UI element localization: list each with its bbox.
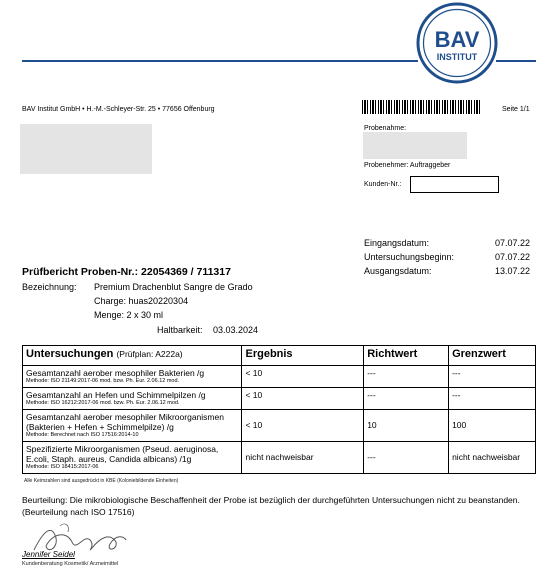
header-richtwert: Richtwert: [364, 346, 449, 366]
charge: Charge: huas20220304: [94, 296, 189, 306]
report-title: Prüfbericht Proben-Nr.: 22054369 / 711317: [22, 266, 231, 278]
header-untersuchungen: [23, 346, 242, 366]
date-label-0: Eingangsdatum:: [364, 238, 430, 248]
row-grenzwert: nicht nachweisbar: [449, 442, 536, 474]
redacted-probenahme: [363, 132, 467, 159]
bav-logo: [416, 2, 498, 84]
row-grenzwert: ---: [449, 388, 536, 410]
row-richtwert: ---: [364, 366, 449, 388]
row-richtwert: ---: [364, 442, 449, 474]
table-row: [23, 410, 536, 442]
logo-text-bav: BAV: [434, 27, 480, 52]
row-grenzwert: ---: [449, 366, 536, 388]
table-row: [23, 442, 536, 474]
signer-role: Kundenberatung Kosmetik/ Arzneimittel: [22, 561, 119, 567]
beurteilung: Beurteilung: Die mikrobiologische Beschaffenheit der Probe ist bezüglich der durchgeführten Untersuchungen nicht zu beanstanden. (Beurteilung nach ISO 17516): [22, 495, 520, 517]
kunden-nr-field: [410, 176, 499, 193]
bezeichnung-label: Bezeichnung:: [22, 282, 77, 292]
bezeichnung-value: Premium Drachenblut Sangre de Grado: [94, 282, 253, 292]
row-richtwert: ---: [364, 388, 449, 410]
page-number: Seite 1/1: [502, 106, 530, 113]
probenahme-label: Probenahme:: [364, 125, 407, 132]
header-line-right: [496, 60, 536, 62]
date-label-1: Untersuchungsbeginn:: [364, 252, 455, 262]
row-richtwert: 10: [364, 410, 449, 442]
row-name: Gesamtanzahl aerober mesophiler Mikroorganismen (Bakterien + Hefen + Schimmelpilze) /g: [26, 412, 224, 432]
probenehmer: Probenehmer: Auftraggeber: [364, 162, 451, 169]
barcode: [362, 100, 480, 114]
sender-address: BAV Institut GmbH • H.-M.-Schleyer-Str. 25 • 77656 Offenburg: [22, 106, 215, 113]
menge: Menge: 2 x 30 ml: [94, 310, 164, 320]
kunden-nr-label: Kunden-Nr.:: [364, 181, 402, 188]
row-name: Gesamtanzahl an Hefen und Schimmelpilzen /g: [26, 390, 206, 400]
header-ergebnis: Ergebnis: [242, 346, 364, 366]
header-grenzwert: Grenzwert: [449, 346, 536, 366]
results-table: [22, 345, 536, 474]
header-unters-label: Untersuchungen: [26, 348, 114, 360]
row-name: Gesamtanzahl aerober mesophiler Bakterien /g: [26, 368, 205, 378]
row-ergebnis: nicht nachweisbar: [242, 442, 364, 474]
redacted-address: [20, 124, 152, 174]
header-line-left: [22, 60, 418, 62]
row-method: Methode: ISO 16212:2017-06 mod. bzw. Ph. Eur. 2.06.12 mod.: [26, 400, 180, 406]
row-method: Methode: ISO 21149:2017-06 mod. bzw. Ph. Eur. 2.06.12 mod.: [26, 378, 180, 384]
footnote: Alle Keimzahlen sind ausgedrückt in KBE (Koloniebildende Einheiten): [24, 478, 179, 484]
haltbarkeit-label: Haltbarkeit:: [157, 325, 203, 335]
row-ergebnis: < 10: [242, 366, 364, 388]
row-method: Methode: Berechnet nach ISO 17516:2014-10: [26, 432, 139, 438]
header-pruefplan: (Prüfplan: A222a): [116, 349, 183, 359]
date-value-0: 07.07.22: [495, 238, 531, 248]
date-label-2: Ausgangsdatum:: [364, 266, 432, 276]
row-method: Methode: ISO 18415:2017-06: [26, 464, 99, 470]
row-ergebnis: < 10: [242, 388, 364, 410]
table-row: [23, 366, 536, 388]
date-value-1: 07.07.22: [495, 252, 531, 262]
table-row: [23, 388, 536, 410]
row-grenzwert: 100: [449, 410, 536, 442]
haltbarkeit-value: 03.03.2024: [213, 325, 259, 335]
row-name: Spezifizierte Mikroorganismen (Pseud. aeruginosa, E.coli, Staph. aureus, Candida albicans) /1g: [26, 444, 219, 464]
date-value-2: 13.07.22: [495, 266, 531, 276]
row-ergebnis: < 10: [242, 410, 364, 442]
signer-name: Jennifer Seidel: [22, 550, 75, 559]
logo-text-institut: INSTITUT: [436, 52, 478, 62]
table-header-row: [23, 346, 536, 366]
